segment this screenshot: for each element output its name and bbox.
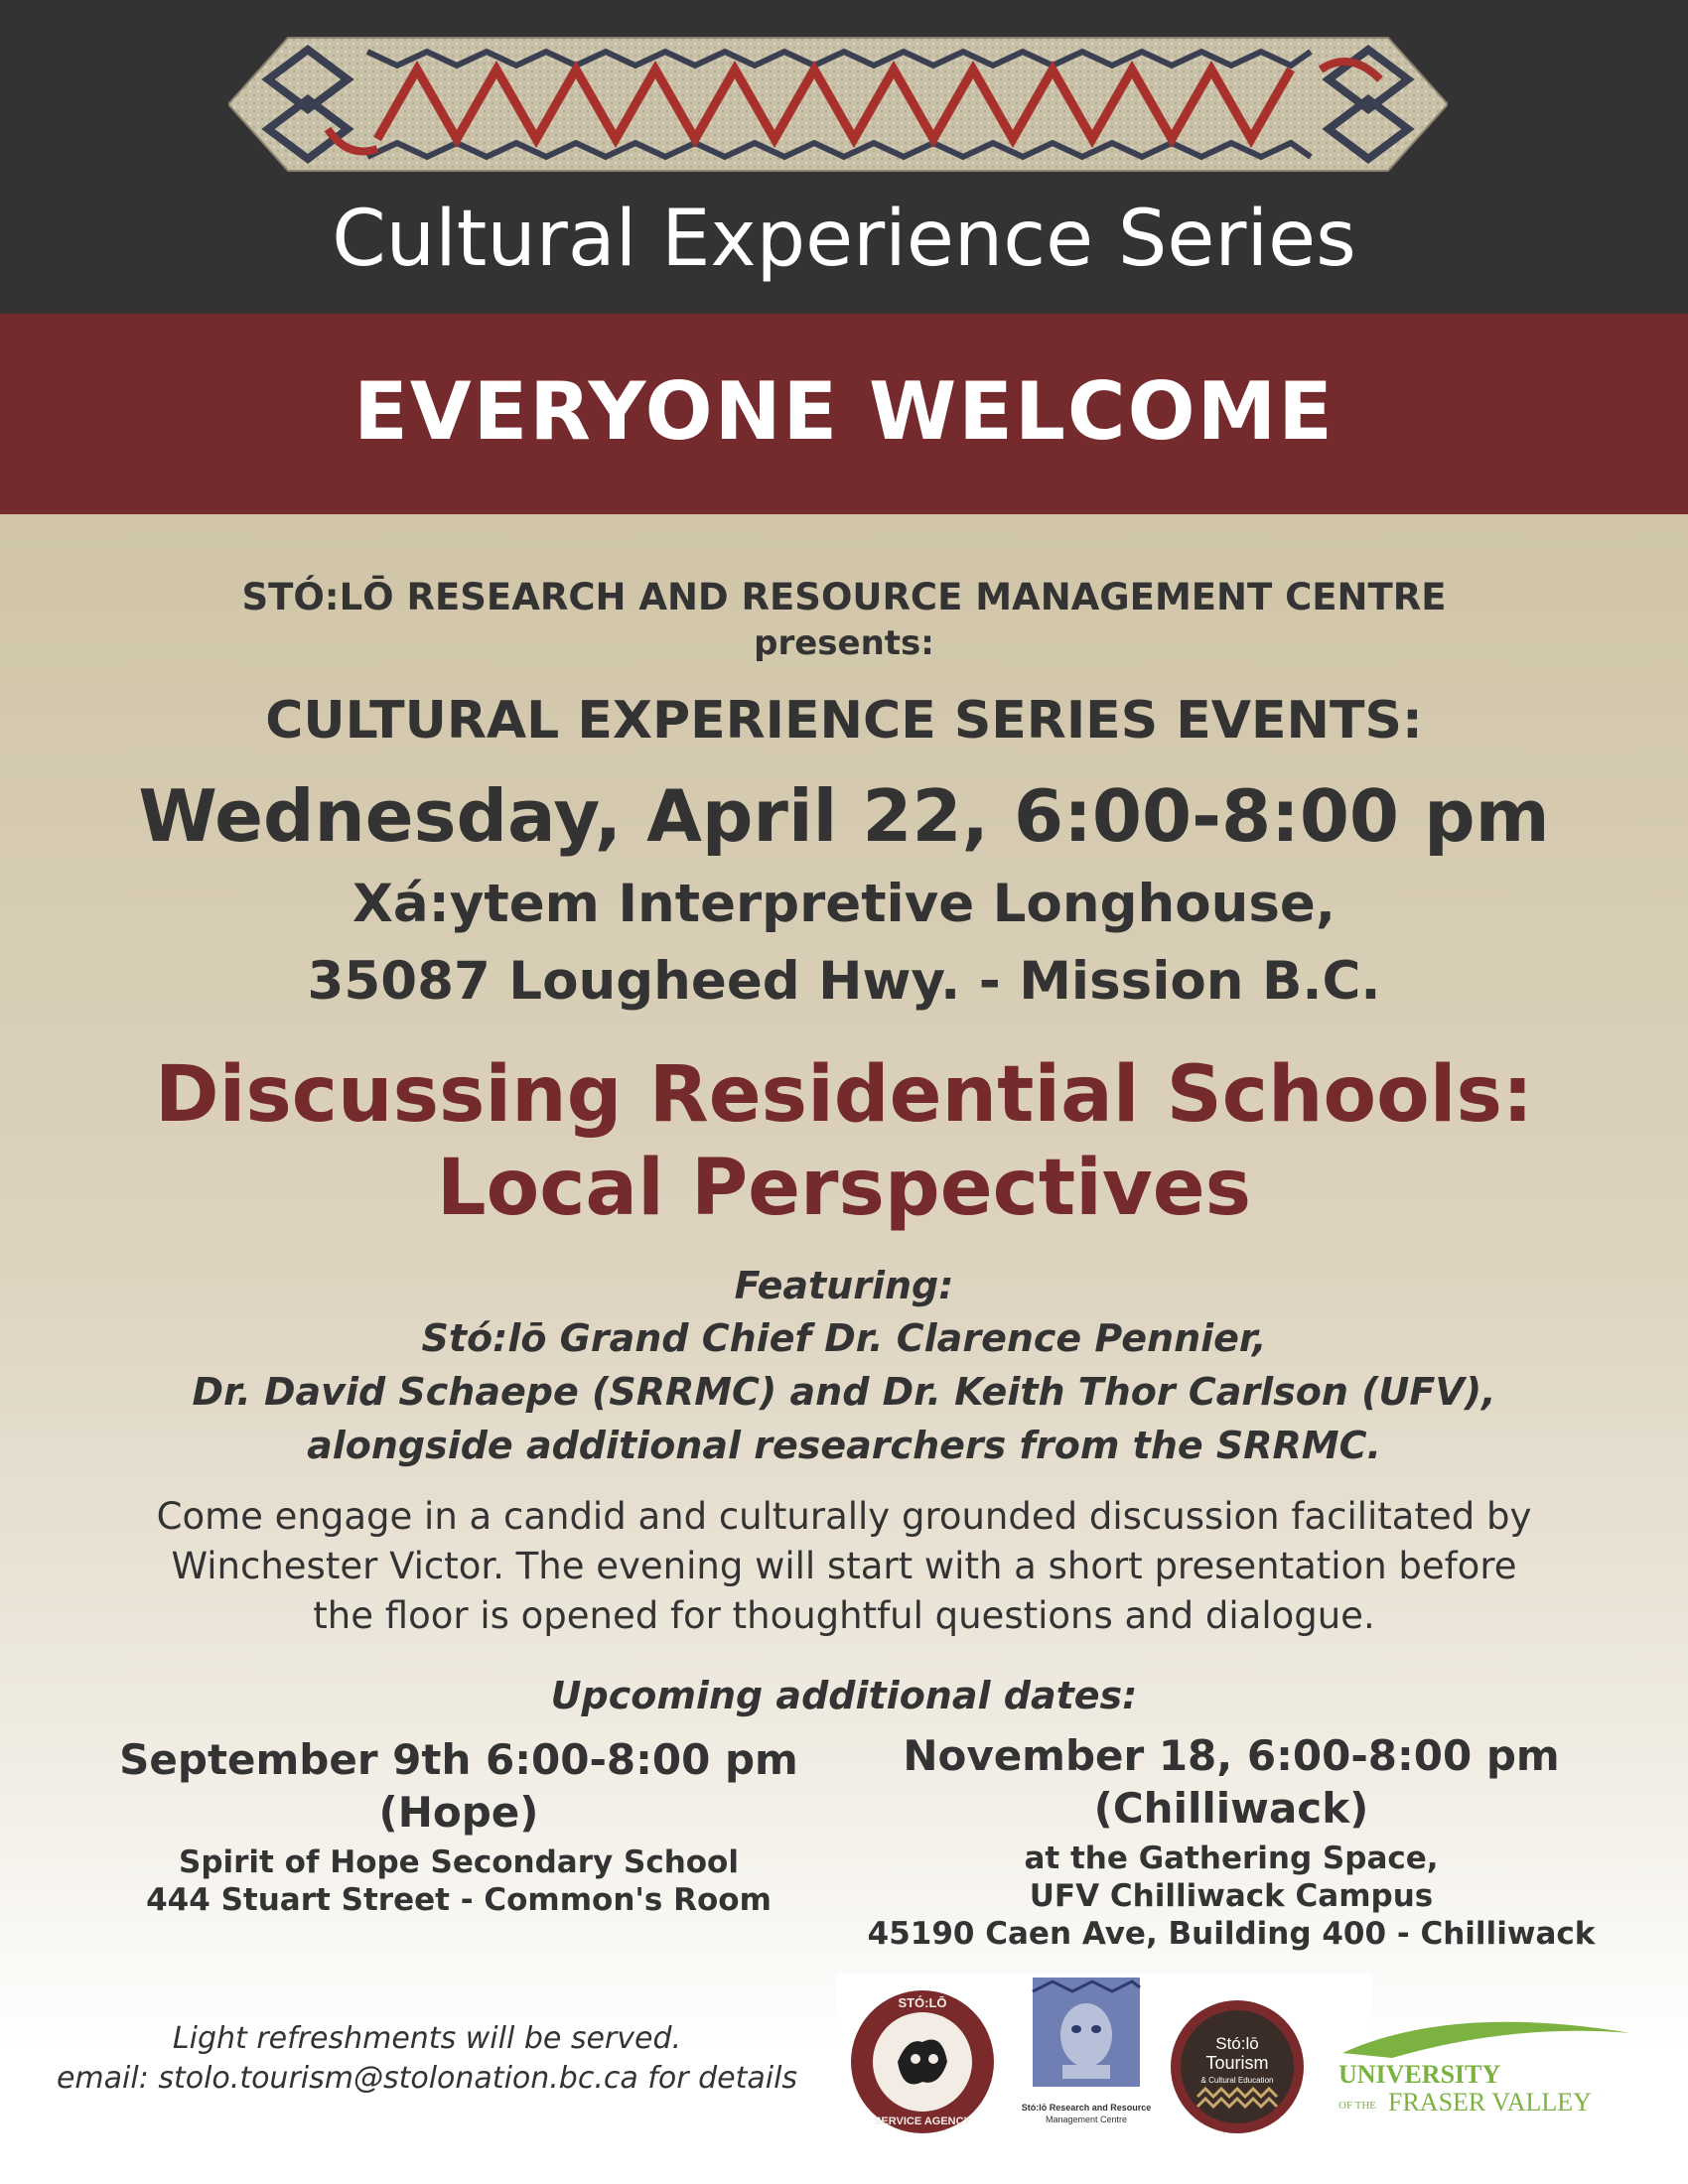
logo-text: Stó:lō: [1215, 2034, 1259, 2053]
address-line: UFV Chilliwack Campus: [1029, 1878, 1434, 1914]
address-line: 45190 Caen Ave, Building 400 - Chilliwack: [867, 1916, 1596, 1952]
logo-text: FRASER VALLEY: [1388, 2088, 1592, 2116]
topic-title-line1: Discussing Residential Schools:: [154, 1050, 1534, 1140]
date-time: November 18, 6:00-8:00 pm: [903, 1731, 1560, 1780]
stolo-tourism-logo: [1168, 1997, 1307, 2136]
series-title: Cultural Experience Series: [332, 195, 1356, 284]
ufv-logo: [1333, 2013, 1640, 2122]
presents-label: presents:: [754, 623, 934, 663]
logo-text: SERVICE AGENCY: [874, 2116, 971, 2127]
description-line: Winchester Victor. The evening will start with a short presentation before: [171, 1545, 1517, 1587]
venue-name: Xá:ytem Interpretive Longhouse,: [352, 874, 1336, 934]
upcoming-date-hope: [111, 1735, 806, 1918]
logo-text: UNIVERSITY: [1338, 2060, 1501, 2089]
location-name: (Chilliwack): [1093, 1784, 1369, 1833]
woven-band-image: [228, 30, 1448, 179]
logo-text: OF THE: [1338, 2100, 1376, 2112]
logo-caption: Stó:lō Research and Resource: [1021, 2103, 1152, 2113]
address-line: at the Gathering Space,: [1024, 1841, 1439, 1876]
header-band: [0, 0, 1688, 314]
logo-text: Tourism: [1205, 2053, 1269, 2073]
upcoming-date-chilliwack: [854, 1731, 1609, 1952]
address-line: Spirit of Hope Secondary School: [179, 1844, 739, 1880]
events-heading: CULTURAL EXPERIENCE SERIES EVENTS:: [265, 691, 1423, 751]
upcoming-heading: Upcoming additional dates:: [550, 1674, 1138, 1717]
date-time: September 9th 6:00-8:00 pm: [119, 1735, 798, 1784]
welcome-heading: EVERYONE WELCOME: [353, 365, 1335, 458]
venue-address: 35087 Lougheed Hwy. - Mission B.C.: [307, 951, 1381, 1012]
address-line: 444 Stuart Street - Common's Room: [146, 1882, 772, 1918]
logo-caption: Management Centre: [1045, 2115, 1128, 2124]
welcome-band: [0, 314, 1688, 514]
topic-title-line2: Local Perspectives: [436, 1144, 1252, 1233]
featuring-label: Featuring:: [734, 1264, 954, 1307]
srrmc-logo: [1013, 1978, 1157, 2152]
featuring-line: alongside additional researchers from the SRRMC.: [307, 1424, 1381, 1467]
event-date-time: Wednesday, April 22, 6:00-8:00 pm: [138, 774, 1550, 858]
refreshments-note: Light refreshments will be served.: [172, 2021, 682, 2056]
contact-email: email: stolo.tourism@stolonation.bc.ca for details: [56, 2061, 798, 2096]
main-content: [0, 514, 1688, 2184]
description-line: the floor is opened for thoughtful questions and dialogue.: [313, 1594, 1375, 1637]
logo-text: STÓ:LŌ: [898, 1995, 947, 2010]
stolo-service-agency-logo: [848, 1987, 997, 2136]
featuring-line: Stó:lō Grand Chief Dr. Clarence Pennier,: [421, 1316, 1267, 1360]
presenter-name: STÓ:LŌ RESEARCH AND RESOURCE MANAGEMENT CENTRE: [241, 576, 1447, 618]
logo-text: & Cultural Education: [1200, 2076, 1274, 2085]
description-line: Come engage in a candid and culturally grounded discussion facilitated by: [156, 1495, 1532, 1538]
location-name: (Hope): [378, 1788, 539, 1837]
partner-logos: [836, 1974, 1592, 2152]
featuring-line: Dr. David Schaepe (SRRMC) and Dr. Keith Thor Carlson (UFV),: [192, 1370, 1496, 1414]
